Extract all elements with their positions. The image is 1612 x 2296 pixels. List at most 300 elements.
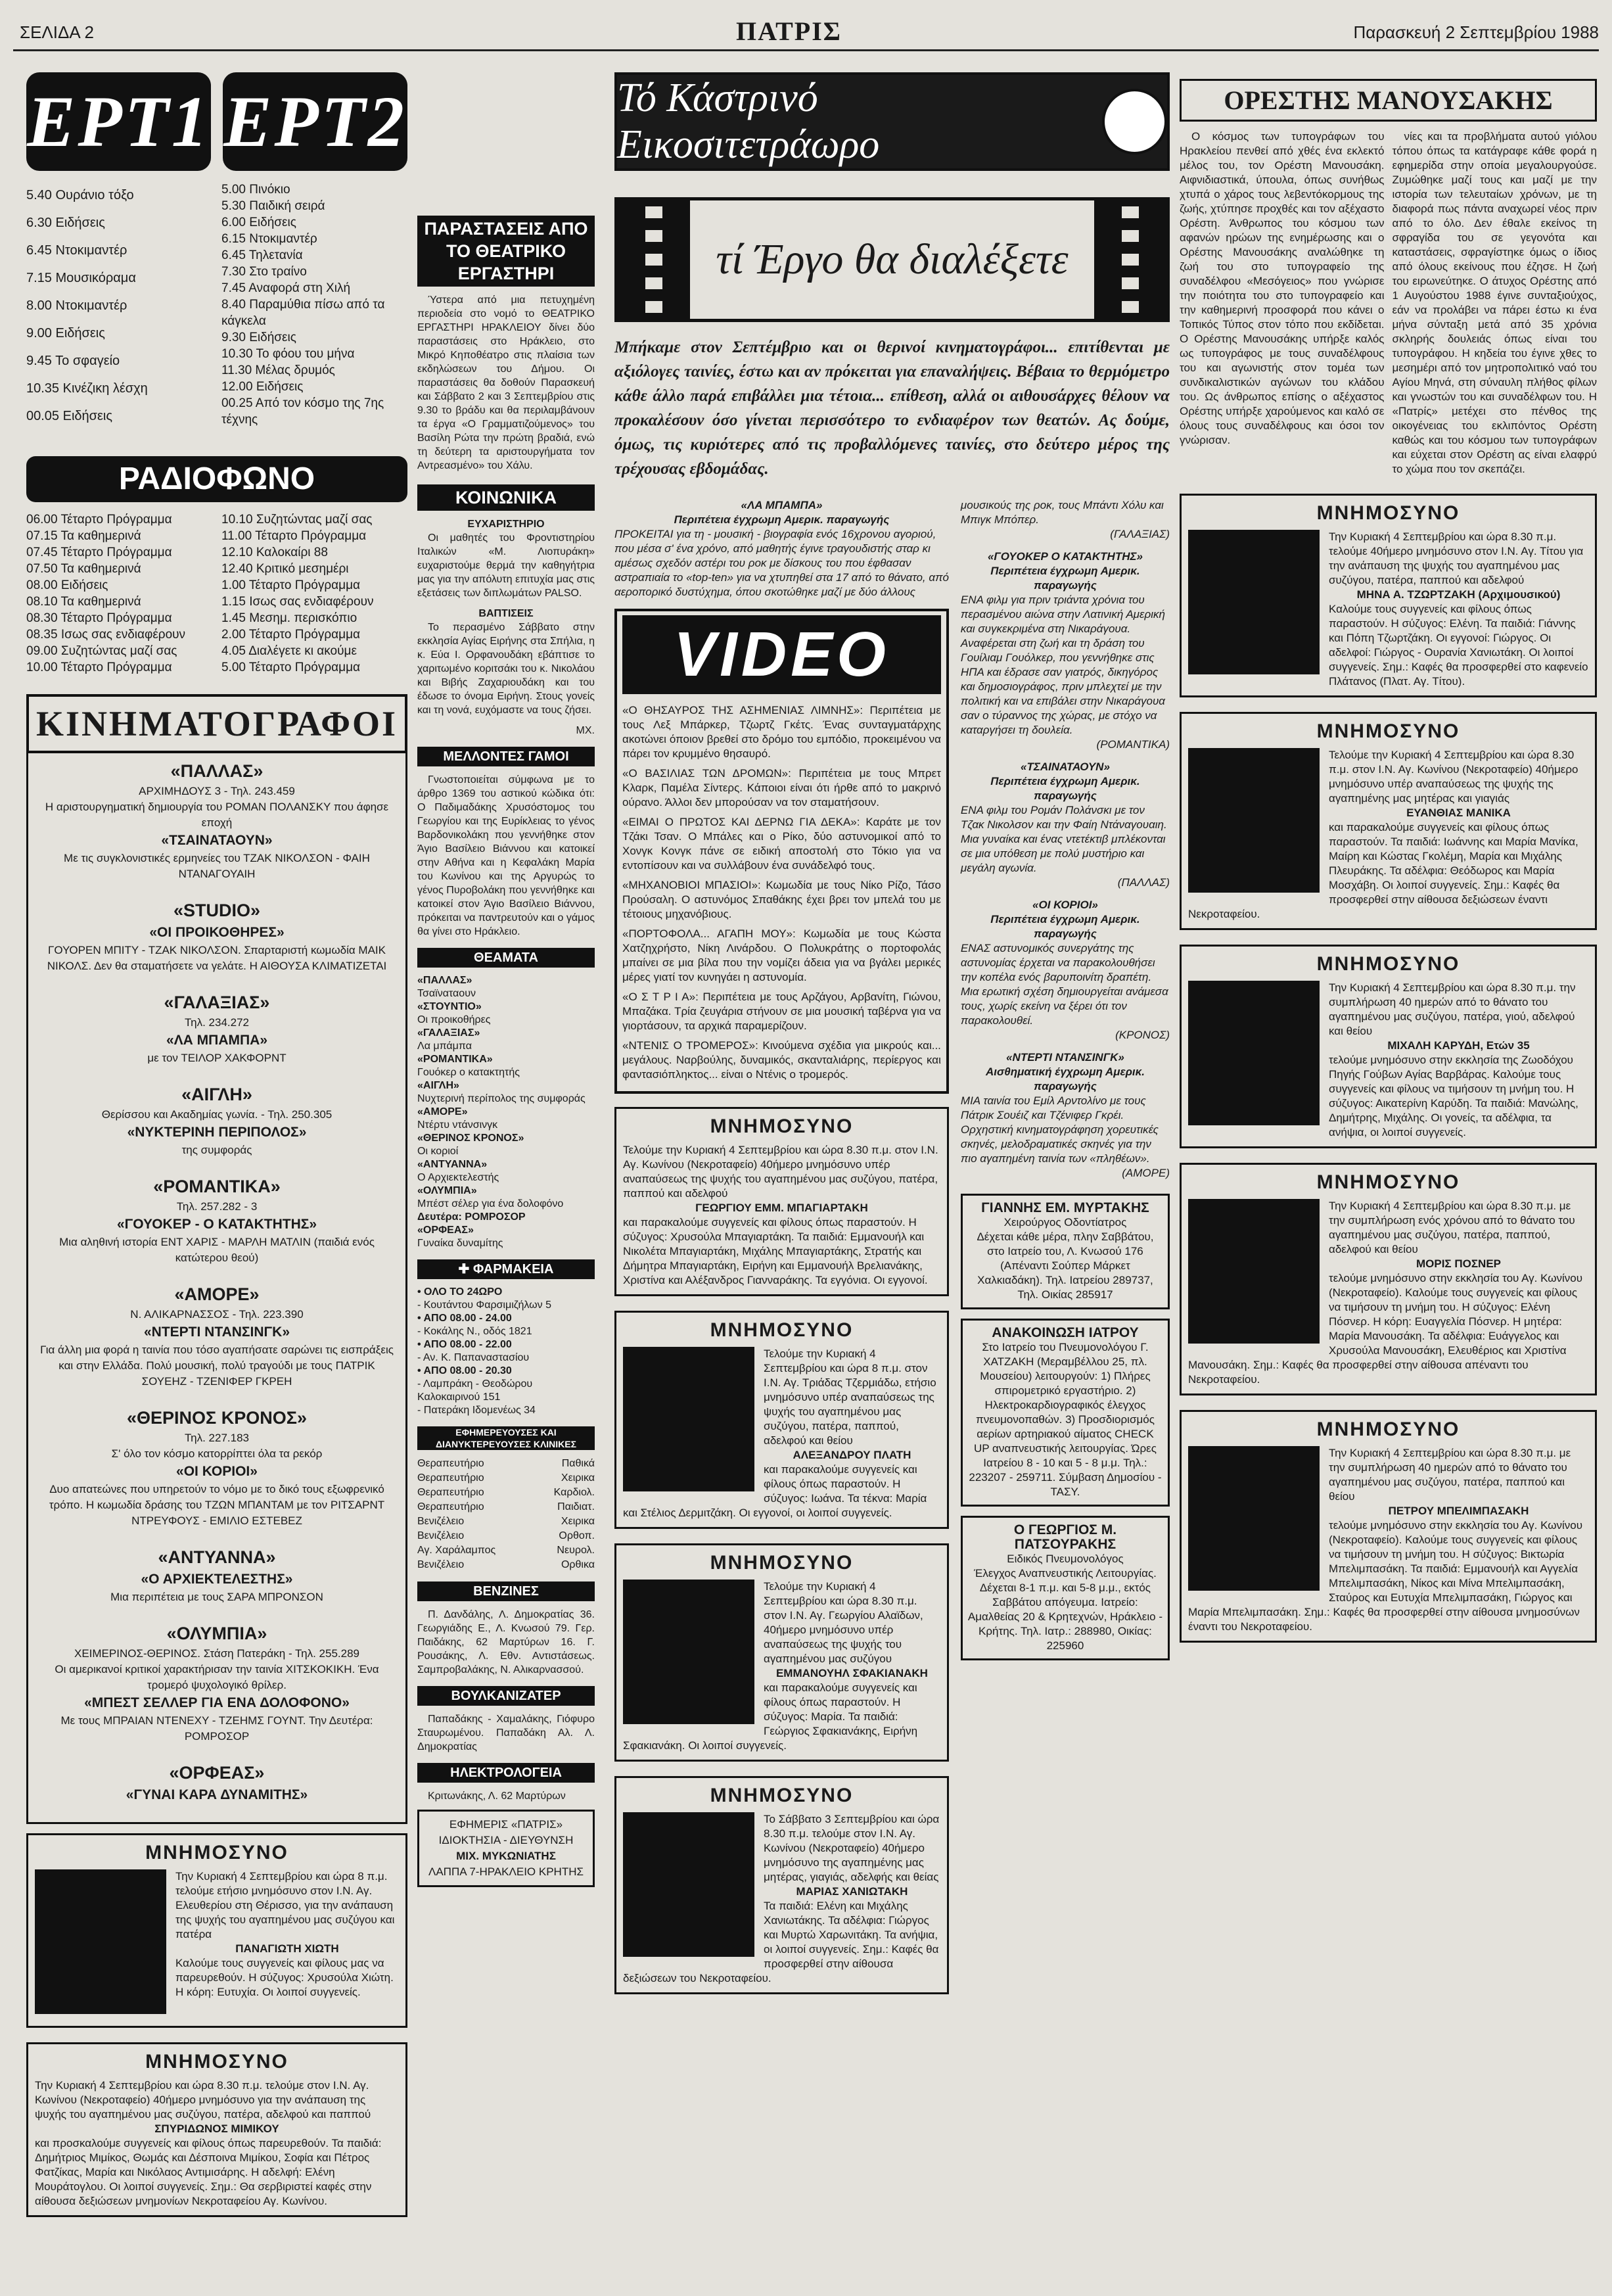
- review-text: ΜΙΑ ταινία του Εμίλ Αρντολίνο με τους Πάτρικ Σουέιζ και Τζένιφερ Γκρέι. Ορχηστική κινηματογράφηση χορευτικές σκηνές, μελοδραματικές σκηνές για την πιο αγαπημένη ταινία των «πληθέων».: [960, 1094, 1159, 1165]
- schedule-item: 1.45 Μεσημ. περισκόπιο: [221, 611, 357, 625]
- film-title: τί Έργο θα διαλέξετε: [716, 235, 1069, 283]
- portrait-photo: [623, 1812, 754, 1957]
- film-strip-icon: [618, 200, 690, 319]
- video-item: «Ο ΒΑΣΙΛΙΑΣ ΤΩΝ ΔΡΟΜΩΝ»: Περιπέτεια με τους Μπρετ Κλαρκ, Παμέλα Σίντερς. Κάποιοι είναι ότι ήρθε από το μακρινό ούρανο. Άλλοι δεν μπορούσαν να τον σταματήσουν.: [622, 767, 941, 808]
- schedule-item: 10.00 Τέταρτο Πρόγραμμα: [26, 661, 172, 674]
- pharmacy-item: • ΟΛΟ ΤΟ 24ΩΡΟ: [417, 1286, 503, 1298]
- ad-text: Έλεγχος Αναπνευστικής Λειτουργίας. Δέχεται 8-1 π.μ. και 5-8 μ.μ., εκτός Σαββάτου απόγευμα. Ιατρείο: Αμαλθείας 20 & Κρητεχνών, Ηράκλειο - Κρήτης. Τηλ. Ιατρ.: 288980, Οικίας: 225960: [967, 1567, 1163, 1652]
- show-item: Γουόκερ ο κατακτητής: [417, 1067, 520, 1078]
- cinema-name: «ΑΝΤΥΑΝΝΑ»: [158, 1547, 276, 1567]
- cinema-address: Ν. ΑΛΙΚΑΡΝΑΣΣΟΣ - Τηλ. 223.390: [130, 1308, 304, 1321]
- cinema-cast: Δυο απατεώνες που υπηρετούν το νόμο με το δικό τους εξωφρενικό τρόπο. Η κωμωδία δράσης του ΤΖΩΝ ΜΠΑΝΤΑΜ με τον ΡΙΤΣΑΡΝΤ ΝΤΡΕΥΦΟΥΣ - ΕΜΙΛΙΟ ΕΣΤΕΒΕΖ: [49, 1483, 385, 1527]
- memorial-title: ΜΝΗΜΟΣΥΝΟ: [710, 1552, 854, 1574]
- memorial-name: ΓΕΩΡΓΙΟΥ ΕΜΜ. ΜΠΑΓΙΑΡΤΑΚΗ: [695, 1202, 868, 1214]
- cinema-movie: «ΝΥΚΤΕΡΙΝΗ ΠΕΡΙΠΟΛΟΣ»: [127, 1125, 307, 1140]
- kastro-banner: [614, 72, 1170, 171]
- memorial-text: Την Κυριακή 4 Σεπτεμβρίου και ώρα 8 π.μ. τελούμε ετήσιο μνημόσυνο στον Ι.Ν. Αγ. Ελευθερίου στη Θέρισσο, για την ανάπαυση της ψυχής του αγαπημένου μας συζύγου και πατέρα: [175, 1870, 395, 1940]
- masthead: ΠΑΤΡΙΣ: [736, 16, 842, 46]
- portrait-photo: [1188, 981, 1320, 1125]
- schedule-item: 6.15 Ντοκιμαντέρ: [221, 232, 317, 246]
- show-item: Οι προικοθήρες: [417, 1014, 491, 1025]
- schedule-item: 4.05 Διαλέγετε κι ακούμε: [221, 644, 357, 658]
- clinics-title: ΕΦΗΜΕΡΕΥΟΥΣΕΣ ΚΑΙ ΔΙΑΝΥΚΤΕΡΕΥΟΥΣΕΣ ΚΛΙΝΙΚΕΣ: [417, 1426, 595, 1450]
- pharmacy-item: • ΑΠΟ 08.00 - 22.00: [417, 1339, 512, 1350]
- cinema-name: «ΟΡΦΕΑΣ»: [169, 1763, 265, 1783]
- clinic-row: Βενιζέλειο Ορθικα: [417, 1559, 595, 1570]
- cinemas-title: ΚΙΝΗΜΑΤΟΓΡΑΦΟΙ: [26, 694, 407, 753]
- schedule-item: 08.00 Ειδήσεις: [26, 578, 108, 592]
- gas-stations-title: ΒΕΝΖΙΝΕΣ: [417, 1581, 595, 1601]
- cinema-cast: Με τους ΜΠΡΑΙΑΝ ΝΤΕΝΕΧΥ - ΤΖΕΗΜΣ ΓΟΥΝΤ. Την Δευτέρα: ΡΟΜΡΟΣΟΡ: [60, 1714, 373, 1743]
- cinema-name: «ΑΜΟΡΕ»: [174, 1284, 260, 1304]
- review-source: (ΓΑΛΑΞΙΑΣ): [1110, 528, 1170, 540]
- cinema-desc: Η αριστουργηματική δημιουργία του ΡΟΜΑΝ ΠΟΛΑΝΣΚΥ που άφησε εποχή: [45, 801, 389, 829]
- review-title: «ΟΙ ΚΟΡΙΟΙ»: [1032, 899, 1098, 911]
- page-header: [13, 12, 1599, 51]
- video-item: «ΕΙΜΑΙ Ο ΠΡΩΤΟΣ ΚΑΙ ΔΕΡΝΩ ΓΙΑ ΔΕΚΑ»: Καράτε με τον Τζάκι Τσαν. Ο Μπάλες και ο Ρίκο, δύο αστυνομικοί από το Χονγκ Κονγκ πάνε σε ειδική αποστολή στο Τόκιο για να εντοπίσουν και να συλλάβουν ένα συνάδελφό τους.: [622, 816, 941, 872]
- show-item: Τσαϊναταουν: [417, 988, 476, 999]
- schedule-item: 10.35 Κινέζικη λέσχη: [26, 381, 148, 396]
- show-item: «ΟΛΥΜΠΙΑ»: [417, 1185, 477, 1196]
- cinema-name: «ΑΙΓΛΗ»: [181, 1085, 252, 1104]
- show-item: «ΡΟΜΑΝΤΙΚΑ»: [417, 1054, 493, 1065]
- shows-list: [417, 974, 595, 1250]
- baptism-text: Το περασμένο Σάββατο στην εκκλησία Αγίας Ειρήνης στα Σπήλια, η κ. Εύα Ι. Ορφανουδάκη εβάπτισε το χαριτωμένο κοριτσάκι του κ. Νικολάου και Βιβής Ζαχαριουδάκη και του έδωσε το όνομα Ειρήνη. Στους γονείς και τη νονά, ευχόμαστε να τους ζήσει.: [417, 622, 595, 716]
- show-item: «ΑΜΟΡΕ»: [417, 1106, 468, 1117]
- video-box: [614, 609, 949, 1094]
- thanks-text: Οι μαθητές του Φροντιστηρίου Ιταλικών «Μ. Λιοπυράκη» ευχαριστούμε θερμά την καθηγήτρια μας για την απόλυτη επιτυχία μας στις εξετάσεις των διπλωμάτων PALSO.: [417, 532, 595, 599]
- show-item: «ΓΑΛΑΞΙΑΣ»: [417, 1027, 480, 1039]
- cinema-cast: της συμφοράς: [181, 1144, 252, 1156]
- schedule-item: 07.50 Τα καθημερινά: [26, 562, 141, 576]
- cinema-entry: [35, 1174, 399, 1266]
- cinema-entry: [35, 1082, 399, 1158]
- pharmacy-item: • ΑΠΟ 08.00 - 20.30: [417, 1365, 512, 1376]
- pharmacy-item: - Κοκάλης Ν., οδός 1821: [417, 1326, 532, 1337]
- memorial-end: τελούμε μνημόσυνο στην εκκλησία του Αγ. Κωνίνου (Νεκροταφείο). Καλούμε τους συγγενείς και φίλους να τιμήσουν τη μνήμη του. Η σύζυγος: Ελένη Πόσνερ. Η κόρη: Ευαγγελία Πόσνερ. Η μητέρα: Μαρία Μανουσάκη. Τα αδέλφια: Ευάγγελος και Χρυσούλα Μανουσάκη, Ελευθέριος και Χριστίνα Μανουσάκη. Σημ.: Καφές θα προσφερθεί στην αίθουσα απέναντι του Νεκροταφείου.: [1188, 1272, 1583, 1386]
- baptism-sign: ΜΧ.: [576, 725, 595, 736]
- cinema-entry: [35, 1405, 399, 1529]
- memorial-notice: [614, 1776, 949, 1994]
- show-item: Ντέρτυ ντάνσινγκ: [417, 1119, 498, 1131]
- weddings-title: ΜΕΛΛΟΝΤΕΣ ΓΑΜΟΙ: [417, 747, 595, 766]
- schedule-item: 00.25 Από τον κόσμο της 7ης τέχνης: [221, 396, 384, 427]
- memorial-notice: [614, 1543, 949, 1762]
- pharmacy-cross-icon: ✚: [458, 1262, 473, 1277]
- article-body: [1180, 129, 1597, 477]
- portrait-photo: [623, 1580, 754, 1724]
- video-title: VIDEO: [622, 615, 941, 694]
- review-source: (ΠΑΛΛΑΣ): [1117, 876, 1170, 889]
- memorial-notice: [1180, 712, 1597, 930]
- memorial-title: ΜΝΗΜΟΣΥΝΟ: [710, 1319, 854, 1341]
- memorial-notice: [26, 2042, 407, 2217]
- ad-text: Στο Ιατρείο του Πνευμονολόγου Γ. ΧΑΤΖΑΚΗ (Μεραμβέλλου 25, πλ. Μουσείου) λειτουργούν: 1) Πλήρες σπιρομετρικό εργαστήριο. 2) Ηλεκτροκαρδιογραφικός έλεγχος πνευμονοπαθών. 3) Προσδιορισμός αερίων αρτηριακού αίματος CHECK UP αναπνευστικής λειτουργίας. Ώρες Ιατρείου 8 - 10 και 5 - 8 μ.μ. Τηλ.: 223207 - 259711. Σύμβαση Δημοσίου - ΤΑΣΥ.: [969, 1341, 1162, 1498]
- clinic-row: Θεραπευτήριο Καρδιολ.: [417, 1487, 595, 1498]
- ert1-schedule: [26, 181, 212, 430]
- baptism-title: ΒΑΠΤΙΣΕΙΣ: [478, 608, 534, 619]
- memorial-text: Τελούμε την Κυριακή 4 Σεπτεμβρίου και ώρα 8.30 π.μ. στον Ι.Ν. Αγ. Κωνίνου (Νεκροταφείο) 40ήμερο μνημόσυνο υπέρ αναπαύσεως της ψυχής του αγαπημένου μας συζύγου, πατέρα, παππού και αδελφού: [623, 1144, 938, 1200]
- review-source: (ΡΟΜΑΝΤΙΚΑ): [1096, 738, 1170, 751]
- performances-section: [417, 216, 595, 287]
- schedule-item: 8.00 Ντοκιμαντέρ: [26, 298, 127, 313]
- show-item: «ΑΝΤΥΑΝΝΑ»: [417, 1159, 488, 1170]
- review-text: ΕΝΑ φιλμ του Ρομάν Πολάνσκι με τον Τζακ Νικολσον και την Φαίη Ντάναγουαιη. Μια γυναίκα και ένας ντετέκτιβ μπλέκονται σε μια υπόθεση με πολύ μυστήριο και μεγάλη αγωνία.: [960, 804, 1167, 874]
- memorial-end: και παρακαλούμε συγγενείς και φίλους όπως παραστούν. Η σύζυγος: Χρυσούλα Μπαγιαρτάκη. Τα παιδιά: Εμμανουήλ και Νικολέτα Μπαγιαρτάκη, Μιχάλης Μπαγιαρτάκης, Στρατής και Δήμητρα Μπαγιαρτάκη, Ειρήνη και Εμμανουήλ Βρελιανάκης, Χριστίνα και Αλέξανδρος Γιανναράκης. Τα εγγόνια. Οι εγγονοί.: [623, 1216, 928, 1286]
- clinic-row: Θεραπευτήριο Παιδιατ.: [417, 1501, 595, 1512]
- memorial-text: Τελούμε την Κυριακή 4 Σεπτεμβρίου και ώρα 8.30 π.μ. στον Ι.Ν. Αγ. Γεωργίου Αλαϊδων, 40ήμερο μνημόσυνο υπέρ αναπαύσεως της ψυχής του αγαπημένου μας συζύγου: [764, 1580, 923, 1665]
- radio-schedule: [26, 511, 407, 676]
- memorial-title: ΜΝΗΜΟΣΥΝΟ: [145, 2051, 288, 2073]
- memorial-name: ΠΑΝΑΓΙΩΤΗ ΧΙΩΤΗ: [235, 1942, 339, 1955]
- schedule-item: 08.10 Τα καθημερινά: [26, 595, 141, 609]
- memorial-name: ΣΠΥΡΙΔΩΝΟΣ ΜΙΜΙΚΟΥ: [154, 2122, 279, 2135]
- schedule-item: 08.35 Ισως σας ενδιαφέρουν: [26, 628, 186, 642]
- memorial-title: ΜΝΗΜΟΣΥΝΟ: [1316, 1171, 1460, 1193]
- schedule-item: 9.00 Ειδήσεις: [26, 326, 105, 340]
- memorial-text: Την Κυριακή 4 Σεπτεμβρίου και ώρα 8.30 π.μ. τελούμε στον Ι.Ν. Αγ. Κωνίνου (Νεκροταφείο) 40ήμερο μνημόσυνο για την ανάπαυση της ψυχής του αγαπημένου μας συζύγου, πατέρα, αδελφού και παππού: [35, 2079, 371, 2120]
- schedule-item: 07.45 Τέταρτο Πρόγραμμα: [26, 546, 172, 559]
- memorial-title: ΜΝΗΜΟΣΥΝΟ: [1316, 502, 1460, 524]
- portrait-photo: [1188, 748, 1320, 893]
- pharmacy-item: - Πατεράκη Ιδομενέως 34: [417, 1405, 536, 1416]
- show-item: Ο Αρχιεκτελεστής: [417, 1172, 499, 1183]
- cinema-name: «ΠΑΛΛΑΣ»: [170, 761, 264, 781]
- film-strip-icon: [1094, 200, 1166, 319]
- review-subtitle: Περιπέτεια έγχρωμη Αμερικ. παραγωγής: [990, 775, 1140, 802]
- memorial-notice: [26, 1833, 407, 2028]
- portrait-photo: [1188, 1446, 1320, 1591]
- show-item: Οι κοριοί: [417, 1146, 459, 1157]
- review: [961, 550, 1170, 752]
- cinema-name: «ΟΛΥΜΠΙΑ»: [166, 1624, 267, 1643]
- schedule-item: 6.45 Τηλετανία: [221, 248, 303, 262]
- clinics-list: [417, 1457, 595, 1572]
- vulcanizers-title: ΒΟΥΛΚΑΝΙΖΑΤΕΡ: [417, 1686, 595, 1706]
- memorial-text: Την Κυριακή 4 Σεπτεμβρίου και ώρα 8.30 π.μ. την συμπλήρωση 40 ημερών από το θάνατο του αγαπημένου μας συζύγου, πατέρα, γιού, αδελφού και θείου: [1329, 981, 1576, 1037]
- ert2-logo: ΕΡΤ2: [223, 72, 407, 171]
- show-item: Μπέστ σέλερ για ένα δολοφόνο: [417, 1198, 564, 1209]
- schedule-item: 10.10 Συζητώντας μαζί σας: [221, 513, 373, 527]
- memorial-notice: [1180, 1410, 1597, 1643]
- cinema-name: «ΘΕΡΙΝΟΣ ΚΡΟΝΟΣ»: [127, 1408, 307, 1428]
- films-intro: Μπήκαμε στον Σεπτέμβριο και οι θερινοί κινηματογράφοι... επιτίθενται με αξιόλογες ταινίες, έστω και αν πρόκειται για επαναλήψεις. Βέβαια το θερμόμετρο κάθε άλλο παρά επιβάλλει μια τέτοια... επίθεση, αλλά οι αιθουσάρχες θέλουν να προκαλέσουν όσο γίνεται περισσότερο το ενδιαφέρον των θεατών. Ας δούμε, όμως, τις κυριότερες από τις προβαλλόμενες ταινίες, στο δεύτερο μέρος της τρέχουσας εβδομάδας.: [614, 339, 1170, 478]
- memorial-title: ΜΝΗΜΟΣΥΝΟ: [1316, 953, 1460, 975]
- cinema-cast: Για άλλη μια φορά η ταινία που τόσο αγαπήσατε σαρώνει τις εισπράξεις και στην Ελλάδα. Πολύ μουσική, πολύ τραγούδι με τους ΠΑΤΡΙΚ ΣΟΥΕΗΖ - ΤΖΕΝΙΦΕΡ ΓΚΡΕΗ: [40, 1344, 394, 1388]
- memorial-end: και προσκαλούμε συγγενείς και φίλους όπως παρευρεθούν. Τα παιδιά: Δημήτριος Μιμίκος, Θωμάς και Δέσποινα Μιμίκου, Σοφία και Πέτρος Φατζίκας, Μαρία και Νικόλαος Αντιμισάρης. Η αδελφή: Ελένη Μουράτογλου. Οι λοιποί συγγενείς. Σημ.: Θα σερβιριστεί καφές στην αίθουσα δεξιώσεων μνημονίων Νεκροταφείου Αγ. Κωνίνου.: [35, 2137, 382, 2207]
- schedule-item: 06.00 Τέταρτο Πρόγραμμα: [26, 513, 172, 527]
- schedule-item: 5.30 Παιδική σειρά: [221, 199, 325, 213]
- schedule-item: 6.45 Ντοκιμαντέρ: [26, 243, 127, 258]
- article-text: νίες και τα προβλήματα αυτού γιόλου τόπου όπως τα κατάγραφε κάθε φορά η εφημερίδα στην οποία μεγαλουργούσε. Ζυμώθηκε μαζί τους και μαζί με την ιστορία των τελευταίων χρόνων, με τη διαφορά πως πάντα αναχωρεί νέος πριν από το όλο. Δεν έθαλε εκείνος τη σφραγίδα του σε γεγονότα και καταστάσεις, σφραγίστηκε όμως ο ίδιος από όλους εκείνους που έζησε. Η ζωή του ειρωνεύτηκε. Ο άτυχος Ορέστης από 1 Αυγούστου 1988 έγινε συνταξιούχος, εάν να προλάβει να πάρει έστω κι ένα μήνα σύνταξη μετά από 35 χρόνια σκληρής δουλειάς όπως είναι του τυπογράφου. Η κηδεία του έγινε χθες το μεσημέρι από τον μητροπολιτικό ναό του Αγίου Μηνά, στη σύναυλη πλήθος φίλων και γνωστών του και συναδέλφων του. Η «Πατρίς» μετέχει στο πένθος της οικογένειας του εκλιπόντος Ορέστη καθώς και του κόσμου των τυπογράφων και εύχεται στον Ορέστη ας είναι ελαφρύ το χώμα που τον σκεπάζει.: [1392, 130, 1597, 475]
- performances-text: Ύστερα από μια πετυχημένη περιοδεία στο νομό το ΘΕΑΤΡΙΚΟ ΕΡΓΑΣΤΗΡΙ ΗΡΑΚΛΕΙΟΥ δίνει δύο παραστάσεις στο Ηράκλειο, στο Μικρό Κηποθέατρο στις πλαίσια των εκδηλώσεων του Δήμου. Οι παραστάσεις θα δοθούν Παρασκευή και Σάββατο 2 και 3 Σεπτεμβρίου στις 9.30 το βράδυ και θα περιλαμβάνουν τα έργα «Ο Γραμματιζούμενος» του Βασίλη Ρώτα την πρώτη βραδιά, ενώ τη δεύτερη τα αριστουργήματα τον Αντρεασμένο» του Χάλυ.: [417, 294, 595, 471]
- radio-banner: ΡΑΔΙΟΦΩΝΟ: [26, 456, 407, 502]
- column-announcements: [417, 72, 595, 1887]
- vulcanizers-text: Παπαδάκης - Χαμαλάκης, Γιόφυρο Σταυρωμένου. Παπαδάκη Αλ. Λ. Δημοκρατίας: [417, 1714, 595, 1752]
- cinema-movie: «ΟΙ ΚΟΡΙΟΙ»: [176, 1464, 258, 1479]
- memorial-name: ΠΕΤΡΟΥ ΜΠΕΛΙΜΠΑΣΑΚΗ: [1388, 1505, 1529, 1517]
- cinema-name: «STUDIO»: [173, 901, 261, 920]
- tv-schedule: [26, 181, 407, 430]
- cinema-address: Τηλ. 257.282 - 3: [176, 1200, 258, 1213]
- memorial-name: ΑΛΕΞΑΝΔΡΟΥ ΠΛΑΤΗ: [793, 1449, 911, 1461]
- banner-text: Τό Κάστρινό Εικοσιτετράωρο: [617, 76, 880, 167]
- cinema-cast: με τον ΤΕΙΛΟΡ ΧΑΚΦΟΡΝΤ: [147, 1052, 287, 1064]
- performances-title: ΠΑΡΑΣΤΑΣΕΙΣ ΑΠΟ ΤΟ ΘΕΑΤΡΙΚΟ ΕΡΓΑΣΤΗΡΙ: [419, 218, 593, 285]
- schedule-item: 12.10 Καλοκαίρι 88: [221, 546, 328, 559]
- cinema-cast: Με τις συγκλονιστικές ερμηνείες του ΤΖΑΚ ΝΙΚΟΛΣΟΝ - ΦΑΙΗ ΝΤΑΝΑΓΟΥΑΙΗ: [64, 852, 370, 880]
- review: [961, 498, 1170, 542]
- memorial-title: ΜΝΗΜΟΣΥΝΟ: [710, 1115, 854, 1137]
- electricians-text: Κριτωνάκης, Λ. 62 Μαρτύρων: [428, 1791, 566, 1802]
- cinema-entry: [35, 990, 399, 1066]
- memorial-notice: [1180, 1163, 1597, 1395]
- review-text: ΠΡΟΚΕΙΤΑΙ για τη - μουσική - βιογραφία ενός 16χρονου αγοριού, που μέσα σ' ένα χρόνο, από μαθητής έγινε τραγουδιστής σταρ κι αμέσως σχεδόν αστέρι του ροκ με δίσκους του που έφθασαν αστραπιαία το «top-ten» για να χτυπηθεί στα 17 από το θάνατο, από αεροπορικό δυστύχημα, όπου σκοτώθηκε μαζί με δύο άλλους: [614, 528, 949, 598]
- clinic-row: Θεραπευτήριο Παθικά: [417, 1458, 595, 1469]
- cinema-cast: ΓΟΥΟΡΕΝ ΜΠΙΤΥ - ΤΖΑΚ ΝΙΚΟΛΣΟΝ. Σπαρταριστή κωμωδία ΜΑΙΚ ΝΙΚΟΛΣ. Δεν θα σταματήσετε να γελάτε. Η ΑΙΘΟΥΣΑ ΚΛΙΜΑΤΙΖΕΤΑΙ: [47, 944, 387, 972]
- video-item: «Ο Σ Τ Ρ Ι Α»: Περιπέτεια με τους Αρζάγου, Αρβανίτη, Γιώνου, Μπαζάκα. Τρία ζευγάρια στήνουν σε μια μουσική ταβέρνα για να γιορτάσουν, τα αρχικά παραμερίζουν.: [622, 991, 941, 1032]
- schedule-item: 6.30 Ειδήσεις: [26, 216, 105, 230]
- memorial-text: Τελούμε την Κυριακή 4 Σεπτεμβρίου και ώρα 8 π.μ. στον Ι.Ν. Αγ. Τριάδας Τζερμιάδω, ετήσιο μνημόσυνο υπέρ αναπαύσεως της ψυχής του αγαπημένου μας συζύγου, πατέρα, παππού, αδελφού και θείου: [764, 1347, 936, 1447]
- portrait-photo: [623, 1347, 754, 1491]
- show-item: «ΟΡΦΕΑΣ»: [417, 1225, 474, 1236]
- memorial-name: ΜΑΡΙΑΣ ΧΑΝΙΩΤΑΚΗ: [796, 1885, 908, 1898]
- memorial-text: Τελούμε την Κυριακή 4 Σεπτεμβρίου και ώρα 8.30 π.μ. στον Ι.Ν. Αγ. Κωνίνου (Νεκροταφείο) 40ήμερο μνημόσυνο υπέρ αναπαύσεως της ψυχής της αγαπημένης μας μητέρας και γιαγιάς: [1329, 749, 1578, 805]
- review-subtitle: Περιπέτεια έγχρωμη Αμερικ. παραγωγής: [990, 565, 1140, 592]
- cinema-movie: «ΤΣΑΙΝΑΤΑΟΥΝ»: [161, 833, 273, 848]
- review-text: ΕΝΑΣ αστυνομικός συνεργάτης της αστυνομίας έρχεται να παρακολουθήσει την κοπέλα ενός βαρυποινίτη δραπέτη. Μια ερωτική σχέση δημιουργείται ανάμεσα τους, χωρίς εκείνη να ξέρει ότι τον παρακολουθεί.: [960, 942, 1168, 1027]
- cinema-movie: «Ο ΑΡΧΙΕΚΤΕΛΕΣΤΗΣ»: [141, 1572, 293, 1587]
- memorial-end: Καλούμε τους συγγενείς και φίλους μας να παρευρεθούν. Η σύζυγος: Χρυσούλα Χιώτη. Η κόρη: Ευτυχία. Οι λοιποί συγγενείς.: [175, 1957, 394, 1998]
- schedule-item: 12.00 Ειδήσεις: [221, 380, 304, 394]
- cinema-desc: Οι αμερικανοί κριτικοί χαρακτήρισαν την ταινία ΧΙΤΣΚΟΚΙΚΗ. Ένα τρομερό ψυχολογικό θρίλερ.: [55, 1663, 379, 1691]
- cinema-desc: Σ' όλο τον κόσμο κατορρίπτει όλα τα ρεκόρ: [111, 1447, 323, 1460]
- video-item: «ΠΟΡΤΟΦΟΛΑ... ΑΓΑΠΗ ΜΟΥ»: Κωμωδία με τους Κώστα Χατζηχρήστο, Νίκη Λινάρδου. Ο Πολυκράτης ο πορτοφολάς μπαίνει σε μια βίλα που την νομίζει άδεια για να βγάλει μερικές μέρες γιατί τον κυνηγάει η αστυνομία.: [622, 927, 941, 983]
- clinic-row: Βενιζέλειο Χειρικα: [417, 1516, 595, 1527]
- memorial-end: Τα παιδιά: Ελένη και Μιχάλης Χανιωτάκης. Τα αδέλφια: Γιώργος και Μυρτώ Χαρωνιτάκη. Τα ανήψια, οι λοιποί συγγενείς. Σημ.: Καφές θα προσφερθεί στην αίθουσα δεξιώσεων του Νεκροταφείου.: [623, 1900, 939, 1984]
- memorial-title: ΜΝΗΜΟΣΥΝΟ: [145, 1842, 288, 1863]
- cinema-address: Θερίσσου και Ακαδημίας γωνία. - Τηλ. 250.305: [101, 1108, 333, 1121]
- memorial-end: Καλούμε τους συγγενείς και φίλους όπως παραστούν. Η σύζυγος: Ελένη. Τα παιδιά: Γιάννης και Πόπη Τζωρτζάκη. Οι εγγονοί: Γιώργος. Οι αδελφοί: Γιώργος - Ουρανία Χανιωτάκη. Οι λοιποί συγγενείς. Σημ.: Καφές θα προσφερθεί στο καφενείο Πλάτανος (Πλατ. Αγ. Τίτου).: [1329, 603, 1588, 688]
- pharmacy-item: - Κουτάντου Φαρσιμιζήλων 5: [417, 1300, 552, 1311]
- schedule-item: 6.00 Ειδήσεις: [221, 216, 296, 229]
- schedule-item: 9.45 Το σφαγείο: [26, 354, 120, 368]
- video-item: «ΜΗΧΑΝΟΒΙΟΙ ΜΠΑΣΙΟΙ»: Κωμωδία με τους Νίκο Ρίζο, Τάσο Προύσαλη. Ο αστυνόμος Σπαθάκης έχει βρει τον μπελά του με τέτοιους μηχανόβιους.: [622, 879, 941, 920]
- memorial-title: ΜΝΗΜΟΣΥΝΟ: [710, 1785, 854, 1806]
- dentist-ad: [961, 1194, 1170, 1309]
- pharmacies-title: ✚ ΦΑΡΜΑΚΕΙΑ: [417, 1259, 595, 1279]
- issue-date: Παρασκευή 2 Σεπτεμβρίου 1988: [1353, 22, 1599, 42]
- cinema-address: ΧΕΙΜΕΡΙΝΟΣ-ΘΕΡΙΝΟΣ. Στάση Πατεράκη - Τηλ. 255.289: [74, 1647, 360, 1660]
- review-subtitle: Αισθηματική έγχρωμη Αμερικ. παραγωγής: [985, 1066, 1145, 1092]
- schedule-item: 9.30 Ειδήσεις: [221, 331, 296, 344]
- review-text: μουσικούς της ροκ, τους Μπάντι Χόλυ και Μπιγκ Μπόπερ.: [960, 499, 1164, 526]
- imprint-box: [417, 1810, 595, 1887]
- pulmonologist-ad: [961, 1516, 1170, 1660]
- cinema-entry: [35, 898, 399, 974]
- schedule-item: 10.30 Το φόου του μήνα: [221, 347, 355, 361]
- schedule-item: 12.40 Κριτικό μεσημέρι: [221, 562, 349, 576]
- memorial-text: Την Κυριακή 4 Σεπτεμβρίου και ώρα 8.30 π.μ. με την συμπλήρωση 40 ημερών από το θάνατο του αγαπημένου μας συζύγου, πατέρα, παππού και θείου: [1329, 1447, 1571, 1503]
- cinema-movie: «ΟΙ ΠΡΟΙΚΟΘΗΡΕΣ»: [149, 925, 285, 940]
- memorial-text: Το Σάββατο 3 Σεπτεμβρίου και ώρα 8.30 π.μ. τελούμε στον Ι.Ν. Αγ. Κωνίνου (Νεκροταφείο) 40ήμερο μνημόσυνο της αγαπημένης μας μητέρας, γιαγιάς, αδελφής και θείας: [764, 1813, 940, 1883]
- show-item: Νυχτερινή περίπολος της συμφοράς: [417, 1093, 586, 1104]
- imprint-line: ΕΦΗΜΕΡΙΣ «ΠΑΤΡΙΣ»: [449, 1818, 563, 1831]
- schedule-item: 7.15 Μουσικόραμα: [26, 271, 136, 285]
- memorial-end: τελούμε μνημόσυνο στην εκκλησία της Ζωοδόχου Πηγής Γούβων Αγίας Βαρβάρας. Καλούμε τους συγγενείς και φίλους να τιμήσουν τη μνήμη του. Η σύζυγος: Αικατερίνη Καρύδη. Τα παιδιά: Μανώλης, Δημήτρης, Μιχάλης. Οι γονείς, τα αδέλφια, τα ανήψια, οι λοιποί συγγενείς.: [1329, 1054, 1578, 1138]
- imprint-line: ΙΔΙΟΚΤΗΣΙΑ - ΔΙΕΥΘΥΝΣΗ: [438, 1834, 574, 1846]
- cinema-name: «ΓΑΛΑΞΙΑΣ»: [164, 993, 270, 1012]
- cinema-address: Τηλ. 227.183: [185, 1432, 249, 1444]
- city-emblem-icon: [1102, 89, 1167, 154]
- tv-logos: [26, 72, 407, 171]
- article-title: ΟΡΕΣΤΗΣ ΜΑΝΟΥΣΑΚΗΣ: [1180, 79, 1597, 122]
- review-source: (ΑΜΟΡΕ): [1122, 1167, 1170, 1179]
- memorial-name: ΕΜΜΑΝΟΥΗΛ ΣΦΑΚΙΑΝΑΚΗ: [775, 1667, 928, 1679]
- review-title: «ΓΟΥΟΚΕΡ Ο ΚΑΤΑΚΤΗΤΗΣ»: [987, 550, 1143, 563]
- cinema-entry: [35, 1760, 399, 1805]
- doctor-notice: [961, 1319, 1170, 1507]
- show-item: «ΣΤΟΥΝΤΙΟ»: [417, 1001, 482, 1012]
- schedule-item: 11.30 Μέλας δρυμός: [221, 363, 335, 377]
- schedule-item: 11.00 Τέταρτο Πρόγραμμα: [221, 529, 367, 543]
- review-text: ΕΝΑ φιλμ για πριν τριάντα χρόνια του περασμένου αιώνα στην Λατινική Αμερική και συγκεκριμένα στη Νικαράγουα. Αναφέρεται στη ζωή και τη δράση του Γουίλιαμ Γουόλκερ, που γεννήθηκε στις ΗΠΑ και έδρασε σαν γιατρός, δικηγόρος και δημοσιογράφος, πριν μπλεχτεί με την πολιτική και να επιβάλει στην Νικαράγουα σαν ο τύραννος της χώρας, με στόχο να καταργήσει τη δουλεία.: [960, 594, 1165, 736]
- memorial-name: ΜΙΧΑΛΗ ΚΑΡΥΔΗ, Ετών 35: [1387, 1039, 1530, 1052]
- show-item: Λα μπάμπα: [417, 1041, 472, 1052]
- schedule-item: 2.00 Τέταρτο Πρόγραμμα: [221, 628, 361, 642]
- review: [961, 898, 1170, 1043]
- cinema-entry: [35, 1621, 399, 1745]
- ad-title: ΓΙΑΝΝΗΣ ΕΜ. ΜΥΡΤΑΚΗΣ: [981, 1200, 1149, 1215]
- weddings-text: Γνωστοποιείται σύμφωνα με το άρθρο 1369 του αστικού κώδικα ότι: Ο Παδιμαδάκης Χρυσόστομος του Γεωργίου και της Ευρίκλειας το γένος Βαρδονικολάκη που γεννήθηκε στον Άγιο Βασίλειο Βιάννου και κατοικεί στην Αθήνα και η Κεφαλάκη Μαρία του Κωνίνου και της Αργυρώς το γένος Πυροβολάκη που γεννήθηκε και κατοικεί στον Άγιο Βασίλειο Βιάννου, πρόκειται να παντρευτούν και ο γάμος θα γίνει στο Ηράκλειο.: [417, 774, 595, 937]
- schedule-item: 1.00 Τέταρτο Πρόγραμμα: [221, 578, 361, 592]
- schedule-item: 00.05 Ειδήσεις: [26, 409, 112, 423]
- review-subtitle: Περιπέτεια έγχρωμη Αμερικ. παραγωγής: [674, 513, 890, 526]
- schedule-item: 8.40 Παραμύθια πίσω από τα κάγκελα: [221, 298, 385, 328]
- electricians-title: ΗΛΕΚΤΡΟΛΟΓΕΙΑ: [417, 1763, 595, 1783]
- cinema-movie: «ΓΥΝΑΙ ΚΑΡΑ ΔΥΝΑΜΙΤΗΣ»: [126, 1787, 308, 1802]
- memorial-end: και παρακαλούμε συγγενείς και φίλους όπως παραστούν. Η σύζυγος: Ιωάνα. Τα τέκνα: Μαρία και Στέλιος Δερμιτζάκη. Οι εγγονοί, οι λοιποί συγγενείς.: [623, 1463, 927, 1519]
- memorial-notice: [1180, 494, 1597, 697]
- schedule-item: 5.40 Ουράνιο τόξο: [26, 188, 134, 202]
- review: [961, 760, 1170, 890]
- shows-title: ΘΕΑΜΑΤΑ: [417, 948, 595, 968]
- schedule-item: 1.15 Ισως σας ενδιαφέρουν: [221, 595, 374, 609]
- review: [614, 498, 949, 599]
- clinic-row: Θεραπευτήριο Χειρικα: [417, 1472, 595, 1484]
- pharmacies-list: [417, 1286, 595, 1417]
- film-header: [614, 197, 1170, 322]
- pharmacy-item: - Λαμπράκη - Θεοδώρου Καλοκαιρινού 151: [417, 1378, 533, 1403]
- ad-title: ΑΝΑΚΟΙΝΩΣΗ ΙΑΤΡΟΥ: [992, 1325, 1139, 1340]
- memorial-name: ΕΥΑΝΘΙΑΣ ΜΑΝΙΚΑ: [1406, 807, 1511, 819]
- gas-stations-text: Π. Δανδάλης, Λ. Δημοκρατίας 36. Γεωργιάδης Ε., Λ. Κνωσού 79. Γερ. Παιδάκης, 62 Μαρτύρων 16. Γ. Ρουσάκης, Λ. Εθν. Αντιστάσεως. Σαμπροβαλάκης, Ν. Αλικαρνασσού.: [417, 1609, 595, 1675]
- memorial-notice: [614, 1311, 949, 1529]
- memorial-text: Την Κυριακή 4 Σεπτεμβρίου και ώρα 8.30 π.μ. τελούμε 40ήμερο μνημόσυνο στον Ι.Ν. Αγ. Τίτου για την ανάπαυση της ψυχής του αγαπημένου μας συζύγου, πατέρα, παππού και αδελφού: [1329, 530, 1584, 586]
- cinema-entry: [35, 759, 399, 882]
- video-item: «Ο ΘΗΣΑΥΡΟΣ ΤΗΣ ΑΣΗΜΕΝΙΑΣ ΛΙΜΝΗΣ»: Περιπέτεια με τους Λεξ Μπάρκερ, Τζωρτζ Γκέτς. Ένας συνταγματάρχης ακοτώνει όποιον βρεθεί στο δρόμο του εμπόδιο, προκειμένου να πάρει τον κρυμμένο θησαυρό.: [622, 704, 941, 760]
- pharmacy-item: • ΑΠΟ 08.00 - 24.00: [417, 1313, 512, 1324]
- ert2-schedule: [221, 181, 407, 430]
- schedule-item: 7.45 Αναφορά στη Χιλή: [221, 281, 351, 295]
- column-tv-cinema: [26, 72, 407, 2232]
- cinema-cast: Μια περιπέτεια με τους ΣΑΡΑ ΜΠΡΟΝΣΟΝ: [110, 1591, 323, 1603]
- schedule-item: 08.30 Τέταρτο Πρόγραμμα: [26, 611, 172, 625]
- cinema-movie: «ΝΤΕΡΤΙ ΝΤΑΝΣΙΝΓΚ»: [143, 1324, 290, 1340]
- memorial-notice: [614, 1107, 949, 1296]
- ad-subtitle: Ειδικός Πνευμονολόγος: [1007, 1553, 1124, 1565]
- ad-text: Δέχεται κάθε μέρα, πλην Σαββάτου, στο Ιατρείο του, Λ. Κνωσού 176 (Απέναντι Σούπερ Μάρκετ Χαλκιαδάκη). Τηλ. Ιατρείου 289737, Τηλ. Οικίας 285917: [977, 1230, 1154, 1301]
- social-title: ΚΟΙΝΩΝΙΚΑ: [419, 486, 593, 509]
- column-obituaries: [1180, 79, 1597, 1657]
- show-item: «ΘΕΡΙΝΟΣ ΚΡΟΝΟΣ»: [417, 1133, 524, 1144]
- ert1-logo: ΕΡΤ1: [26, 72, 211, 171]
- cinema-entry: [35, 1282, 399, 1390]
- cinema-name: «ΡΟΜΑΝΤΙΚΑ»: [153, 1177, 281, 1196]
- ad-subtitle: Χειρούργος Οδοντίατρος: [1003, 1216, 1127, 1229]
- review-subtitle: Περιπέτεια έγχρωμη Αμερικ. παραγωγής: [990, 913, 1140, 940]
- cinema-entry: [35, 1545, 399, 1605]
- ad-title: Ο ΓΕΩΡΓΙΟΣ Μ. ΠΑΤΣΟΥΡΑΚΗΣ: [1013, 1522, 1117, 1552]
- schedule-item: 5.00 Τέταρτο Πρόγραμμα: [221, 661, 361, 674]
- review-title: «ΛΑ ΜΠΑΜΠΑ»: [741, 499, 823, 511]
- cinema-movie: «ΜΠΕΣΤ ΣΕΛΛΕΡ ΓΙΑ ΕΝΑ ΔΟΛΟΦΟΝΟ»: [84, 1695, 350, 1710]
- video-item: «ΝΤΕΝΙΣ Ο ΤΡΟΜΕΡΟΣ»: Κινούμενα σχέδια για μικρούς και... μεγάλους. Ναρβούλης, δυναμικός, σκανταλιάρης, περίεργος και φαντασιόπληκτος... είναι ο Ντένις ο τρομερός.: [622, 1039, 941, 1081]
- memorial-title: ΜΝΗΜΟΣΥΝΟ: [1316, 1418, 1460, 1440]
- schedule-item: 5.00 Πινόκιο: [221, 183, 290, 197]
- memorial-title: ΜΝΗΜΟΣΥΝΟ: [1316, 720, 1460, 742]
- portrait-photo: [1188, 1199, 1320, 1344]
- page-number: ΣΕΛΙΔΑ 2: [20, 22, 94, 42]
- memorial-name: ΜΗΝΑ Α. ΤΖΩΡΤΖΑΚΗ (Αρχιμουσικού): [1356, 588, 1561, 601]
- column-films: [614, 72, 1170, 2009]
- article-text: Ο κόσμος των τυπογράφων του Ηρακλείου πενθεί από χθές ένα εκλεκτό μέλος του, τον Ορέστη Μανουσάκη. Αιφνιδιαστικά, ύπουλα, όπως συνήθως χτυπά ο χάρος τους λεβεντόκορμους της ζωής, χτύπησε προχθές και τον αξέχαστο Ορέστη. Άνθρωπος του κόσμου των αφανών ηρώων της ενημέρωσης και ο Ορέστης Μανουσάκης αναλώθηκε τη ζωή του στο τυπογραφείο της συναδέλφου «Μεσόγειος» που γνώρισε την ποιότητα του στο τυπογραφείο και την καθημερινή προσφορά που κάνει ο Τοπικός Τύπος στον τόπο που εκδίδεται. Ο Ορέστης Μανουσάκης υπήρξε καλός ως τυπογράφος με τους συναδέλφους του και αγωνιστής στον τομέα των συνδικαλιστικών αγώνων του κλάδου του. Ως άνθρωπος επίσης ο αξέχαστος Ορέστης υπήρξε χαρούμενος και καλό σε όλους τους συναδέλφους και όσοι τον γνώρισαν.: [1180, 130, 1385, 446]
- show-item: Δευτέρα: ΡΟΜΡΟΣΟΡ: [417, 1211, 526, 1223]
- pharmacy-item: - Αν. Κ. Παπαναστασίου: [417, 1352, 530, 1363]
- review: [961, 1050, 1170, 1181]
- portrait-photo: [1188, 530, 1320, 674]
- review-title: «ΝΤΕΡΤΙ ΝΤΑΝΣΙΝΓΚ»: [1006, 1051, 1124, 1064]
- social-section: [417, 484, 595, 511]
- imprint-line: ΜΙΧ. ΜΥΚΩΝΙΑΤΗΣ: [456, 1850, 556, 1862]
- cinema-movie: «ΓΟΥΟΚΕΡ - Ο ΚΑΤΑΚΤΗΤΗΣ»: [116, 1217, 317, 1232]
- clinic-row: Βενιζέλειο Ορθοπ.: [417, 1530, 595, 1541]
- schedule-item: 07.15 Τα καθημερινά: [26, 529, 141, 543]
- memorial-end: και παρακαλούμε συγγενείς και φίλους όπως παραστούν. Τα παιδιά: Ιωάννης και Μαρία Μανίκα, Μαίρη και Κώστας Γκολέμη, Μαρία και Μιχάλης Πλευράκης. Τα αδέλφια: Θεόδωρος και Μαρία Μοσχάβη. Οι λοιποί συγγενείς. Σημ.: Καφές θα προσφερθεί στην αίθουσα δεξιώσεων έναντι Νεκροταφείου.: [1188, 821, 1578, 920]
- portrait-photo: [35, 1869, 166, 2014]
- memorial-text: Την Κυριακή 4 Σεπτεμβρίου και ώρα 8.30 π.μ. με την συμπλήρωση ενός χρόνου από το θάνατο του αγαπημένου μας συζύγου, πατέρα, παππού, αδελφού και θείου: [1329, 1200, 1575, 1255]
- show-item: «ΑΙΓΛΗ»: [417, 1080, 459, 1091]
- show-item: «ΠΑΛΛΑΣ»: [417, 975, 472, 986]
- cinema-address: Τηλ. 234.272: [185, 1016, 249, 1029]
- memorial-name: ΜΟΡΙΣ ΠΟΣΝΕΡ: [1416, 1257, 1502, 1270]
- cinema-listings: [26, 753, 407, 1824]
- cinema-address: ΑΡΧΙΜΗΔΟΥΣ 3 - Τηλ. 243.459: [139, 785, 295, 797]
- review-source: (ΚΡΟΝΟΣ): [1115, 1029, 1170, 1041]
- show-item: Γυναίκα δυναμίτης: [417, 1238, 503, 1249]
- thanks-title: ΕΥΧΑΡΙΣΤΗΡΙΟ: [467, 519, 545, 530]
- cinema-movie: «ΛΑ ΜΠΑΜΠΑ»: [166, 1033, 267, 1048]
- imprint-line: ΛΑΠΠΑ 7-ΗΡΑΚΛΕΙΟ ΚΡΗΤΗΣ: [428, 1865, 584, 1878]
- memorial-end: και παρακαλούμε συγγενείς και φίλους όπως παραστούν. Η σύζυγος: Μαρία. Τα παιδιά: Γεώργιος Σφακιανάκης, Ειρήνη Σφακιανάκη. Οι λοιποί συγγενείς.: [623, 1681, 918, 1752]
- memorial-notice: [1180, 945, 1597, 1148]
- cinema-cast: Μια αληθινή ιστορία ΕΝΤ ΧΑΡΙΣ - ΜΑΡΛΗ ΜΑΤΛΙΝ (παιδιά ενός κατώτερου θεού): [59, 1236, 375, 1264]
- memorial-end: τελούμε μνημόσυνο στην εκκλησία του Αγ. Κωνίνου (Νεκροταφείο). Καλούμε τους συγγενείς και φίλους να τιμήσουν τη μνήμη του. Η σύζυγος: Βικτωρία Μπελιμπασάκη. Τα παιδιά: Εμμανουήλ και Αγγελία Μπελιμπασάκη, Νίκος και Μίνα Μπελιμπασάκη, Σταύρος και Ευτυχία Μπελιμπασάκη, Γιώργος και Μαρία Μπελιμπασάκη. Σημ.: Καφές θα προσφερθεί στην αίθουσα μνημοσύνων έναντι του Νεκροταφείου.: [1188, 1519, 1583, 1633]
- schedule-item: 7.30 Στο τραίνο: [221, 265, 307, 279]
- review-title: «ΤΣΑΙΝΑΤΑΟΥΝ»: [1021, 761, 1110, 773]
- clinic-row: Αγ. Χαράλαμπος Νευρολ.: [417, 1545, 595, 1556]
- schedule-item: 09.00 Συζητώντας μαζί σας: [26, 644, 177, 658]
